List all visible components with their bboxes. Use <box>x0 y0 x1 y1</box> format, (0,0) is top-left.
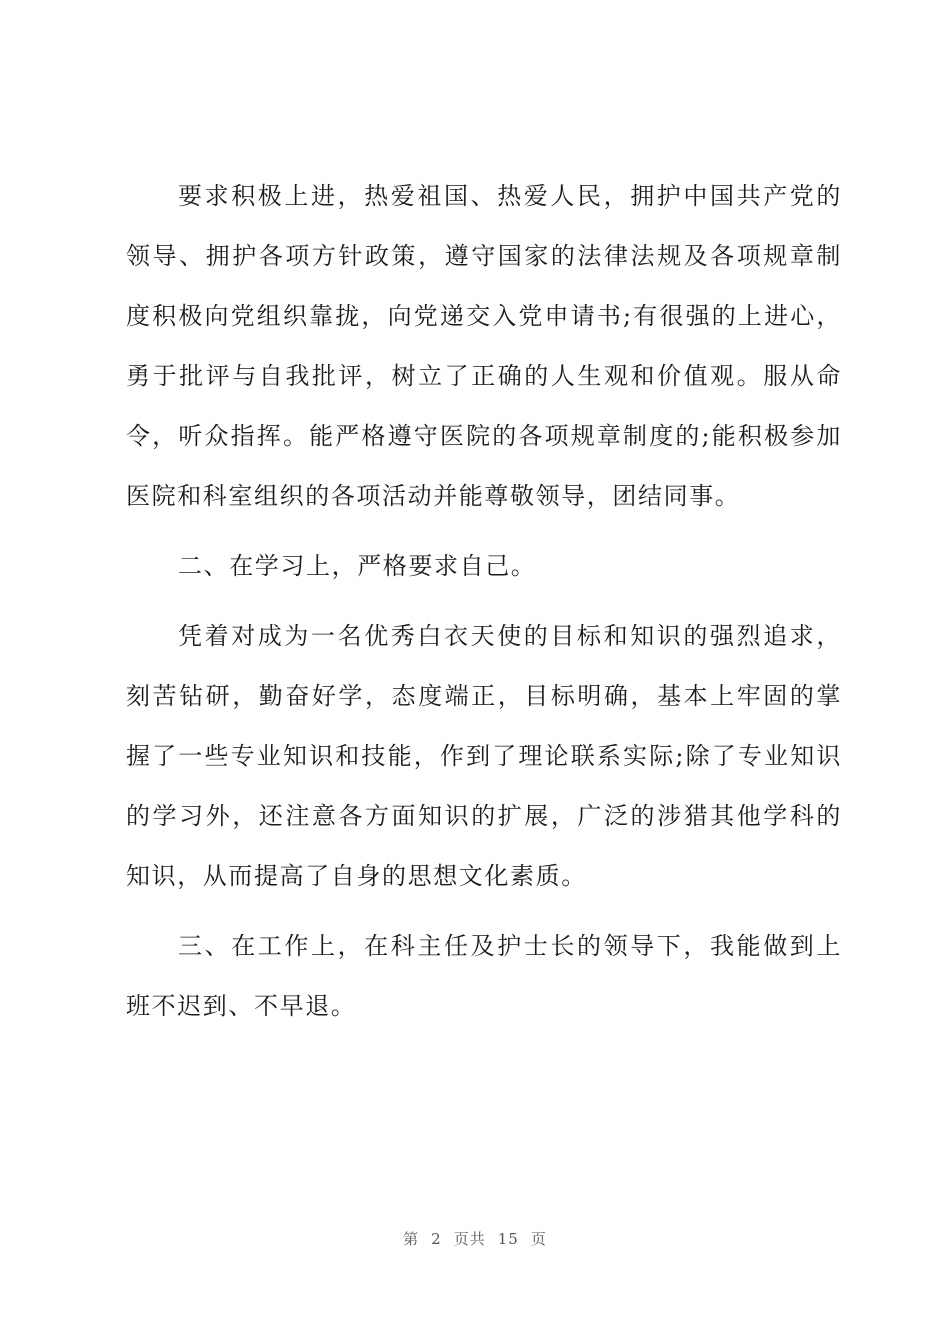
footer-label-end: 页 <box>530 1230 547 1248</box>
paragraph-study: 凭着对成为一名优秀白衣天使的目标和知识的强烈追求，刻苦钻研，勤奋好学，态度端正，目标明确，基本上牢固的掌握了一些专业知识和技能，作到了理论联系实际;除了专业知识的学习外，还注意各方面知识的扩展，广泛的涉猎其他学科的知识，从而提高了自身的思想文化素质。 <box>126 622 842 890</box>
heading-work: 三、在工作上，在科主任及护士长的领导下，我能做到上班不迟到、不早退。 <box>126 932 842 1020</box>
paragraph-political-attitude: 要求积极上进，热爱祖国、热爱人民，拥护中国共产党的领导、拥护各项方针政策，遵守国家的法律法规及各项规章制度积极向党组织靠拢，向党递交入党申请书;有很强的上进心，勇于批评与自我批评，树立了正确的人生观和价值观。服从命令，听众指挥。能严格遵守医院的各项规章制度的;能积极参加医院和科室组织的各项活动并能尊敬领导，团结同事。 <box>126 182 842 510</box>
footer-label-page: 第 <box>403 1230 420 1248</box>
heading-study: 二、在学习上，严格要求自己。 <box>178 552 537 580</box>
document-body <box>126 166 842 1036</box>
footer-label-of: 页共 <box>453 1230 486 1248</box>
footer-total-pages: 15 <box>497 1230 519 1248</box>
footer-current-page: 2 <box>431 1230 442 1248</box>
page-footer <box>0 1228 950 1249</box>
